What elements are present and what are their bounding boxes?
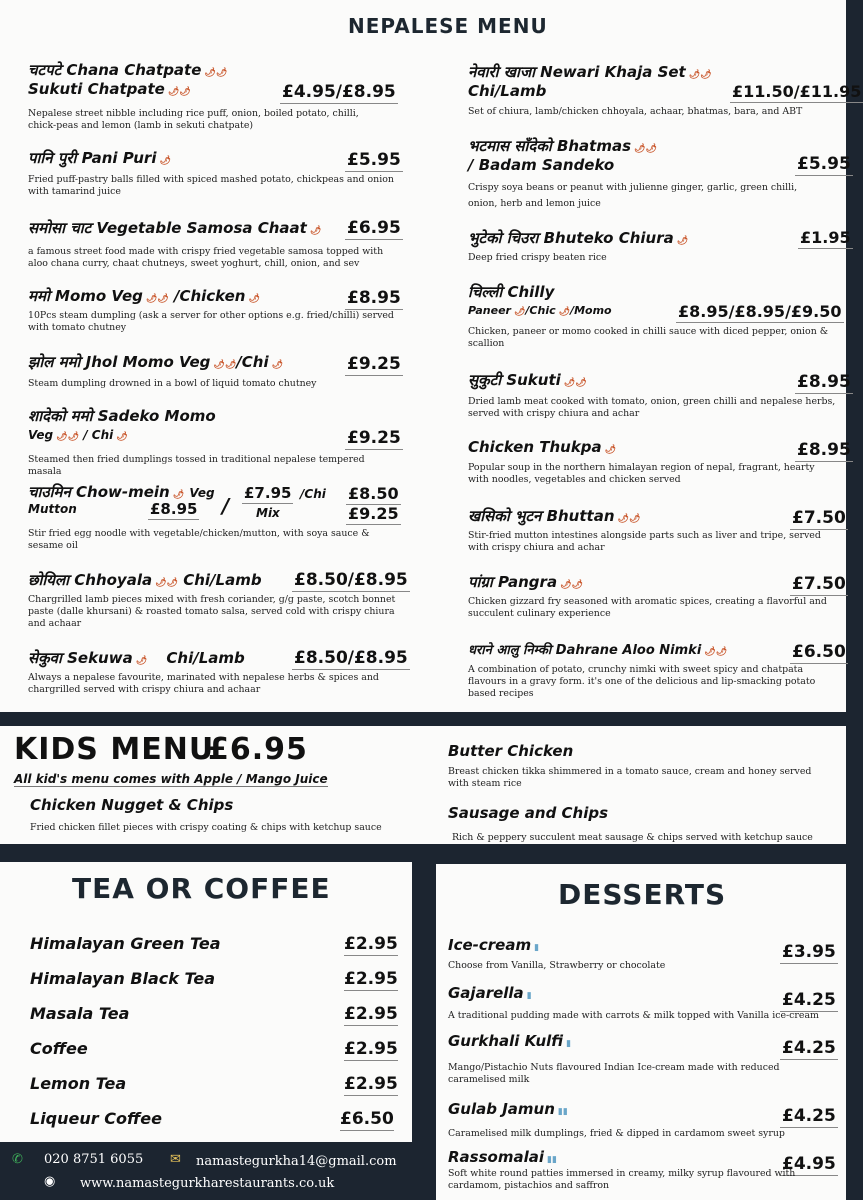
chilli-icon: 🌶: [604, 445, 617, 455]
tea-item-name: Lemon Tea: [30, 1074, 127, 1093]
kids-item-title: Chicken Nugget & Chips: [30, 796, 234, 814]
item-title: ममो Momo Veg: [28, 287, 143, 305]
kids-item-description: Breast chicken tikka shimmered in a tomato sauce, cream and honey served with steam rice: [448, 766, 812, 789]
veg-icon: 🌶: [159, 156, 171, 166]
dessert-description: A traditional pudding made with carrots & milk topped with Vanilla ice-cream: [448, 1010, 819, 1021]
dessert-description: Soft white round patties immersed in creamy, milky syrup flavoured with cardamom, pistachios and saffron: [448, 1168, 796, 1191]
item-price: £6.95: [347, 218, 401, 238]
dessert-description: Caramelised milk dumplings, fried & dipped in cardamom sweet syrup: [448, 1128, 785, 1139]
dessert-price: £4.25: [782, 1106, 836, 1126]
tea-coffee-panel: [0, 862, 412, 1142]
item-description: Steam dumpling drowned in a bowl of liquid tomato chutney: [28, 378, 317, 389]
item-price-mix: £9.25: [348, 504, 399, 523]
item-description: Stir-fried mutton intestines alongside parts such as liver and tripe, served with crispy chiura and achar: [468, 530, 821, 553]
chilli-icon: 🌶: [135, 656, 148, 666]
mail-icon: ✉: [170, 1152, 181, 1167]
tea-item-price: £6.50: [340, 1109, 394, 1129]
item-subtitle-suffix: /Chic: [525, 304, 556, 317]
tea-item-price: £2.95: [344, 1004, 398, 1024]
kids-menu-price: £6.95: [208, 732, 308, 767]
phone-icon: ✆: [12, 1152, 23, 1167]
dessert-title: Ice-cream: [448, 936, 532, 954]
item-price-mutton: £8.95: [150, 500, 198, 518]
tea-item-price: £2.95: [344, 1074, 398, 1094]
nepalese-menu-heading: NEPALESE MENU: [348, 14, 548, 38]
item-description: Stir fried egg noodle with vegetable/chicken/mutton, with soya sauce & sesame oil: [28, 528, 370, 551]
item-price: £7.50: [792, 508, 846, 528]
item-price-chi: £8.50: [348, 484, 399, 503]
dessert-description: Mango/Pistachio Nuts flavoured Indian Ice-cream made with reduced caramelised milk: [448, 1062, 780, 1085]
veg-icon: ▮▮: [557, 1107, 568, 1117]
item-title: चिल्ली Chilly: [468, 283, 555, 301]
item-subtitle-suffix: / Chi: [83, 428, 114, 442]
tea-item-name: Himalayan Green Tea: [30, 934, 221, 953]
item-subtitle: / Badam Sandeko: [468, 156, 615, 174]
item-title-suffix: /Chicken: [173, 287, 246, 305]
item-subtitle: Mutton: [28, 502, 77, 516]
item-title: झोल ममो Jhol Momo Veg: [28, 353, 211, 371]
item-price: £8.95: [797, 372, 851, 392]
item-title: सुकुटी Sukuti: [468, 371, 561, 389]
item-title: छोयिला Chhoyala: [28, 571, 153, 589]
veg-icon: 🌶: [676, 236, 689, 246]
chilli-icon: 🌶: [271, 360, 284, 370]
chilli-icon: 🌶: [248, 294, 260, 304]
item-price: £5.95: [347, 150, 401, 170]
kids-item-title: Butter Chicken: [448, 742, 574, 760]
item-title: Chicken Thukpa: [468, 438, 602, 456]
chilli-icon: 🌶🌶: [704, 647, 728, 657]
item-description: Dried lamb meat cooked with tomato, onion, green chilli and nepalese herbs, served with crispy chiura and achar: [468, 396, 836, 419]
item-subtitle: Chi/Lamb: [468, 82, 547, 100]
tea-item-name: Liqueur Coffee: [30, 1109, 162, 1128]
tea-item-name: Masala Tea: [30, 1004, 130, 1023]
tea-coffee-heading: TEA OR COFFEE: [72, 872, 331, 905]
tea-item-price: £2.95: [344, 934, 398, 954]
item-description: a famous street food made with crispy fried vegetable samosa topped with aloo chana curry, chaat chutneys, sweet yoghurt, chill, onion, and sev: [28, 246, 384, 269]
tea-item-price: £2.95: [344, 969, 398, 989]
item-title: धराने आलु निम्की Dahrane Aloo Nimki: [468, 643, 702, 658]
item-subtitle: Veg: [28, 428, 54, 442]
phone-number[interactable]: 020 8751 6055: [44, 1152, 144, 1167]
desserts-heading: DESSERTS: [558, 878, 727, 911]
item-price: £4.95/£8.95: [282, 82, 396, 102]
chilli-icon: 🌶🌶: [155, 578, 178, 588]
item-description: Chicken gizzard fry seasoned with aromatic spices, creating a flavorful and succulent culinary experience: [468, 596, 827, 619]
dessert-title: Gurkhali Kulfi: [448, 1032, 564, 1050]
dessert-title: Rassomalai: [448, 1148, 544, 1166]
item-title: पांग्रा Pangra: [468, 573, 558, 591]
dessert-description: Choose from Vanilla, Strawberry or chocolate: [448, 960, 666, 971]
item-description: 10Pcs steam dumpling (ask a server for other options e.g. fried/chilli) served with tomato chutney: [28, 310, 394, 333]
item-description: Deep fried crispy beaten rice: [468, 252, 607, 263]
item-subtitle-suffix2: /Momo: [570, 304, 612, 317]
veg-icon: 🌶🌶: [213, 360, 237, 370]
price-separator: /: [222, 494, 230, 518]
item-subtitle: Paneer: [468, 304, 511, 317]
dessert-price: £4.25: [782, 1038, 836, 1058]
item-title: समोसा चाट Vegetable Samosa Chaat: [28, 219, 307, 237]
veg-icon: 🌶: [558, 307, 571, 317]
item-title: भुटेको चिउरा Bhuteko Chiura: [468, 229, 674, 247]
veg-icon: ▮: [526, 991, 532, 1001]
item-description: Chicken, paneer or momo cooked in chilli sauce with diced pepper, onion & scallion: [468, 326, 829, 349]
item-price: £7.50: [792, 574, 846, 594]
item-title: पानि पुरी Pani Puri: [28, 149, 157, 167]
tea-item-price: £2.95: [344, 1039, 398, 1059]
globe-icon: ◉: [44, 1174, 56, 1189]
item-price: £8.50/£8.95: [294, 648, 408, 668]
veg-icon: 🌶: [513, 307, 526, 317]
dessert-price: £4.95: [782, 1154, 836, 1174]
item-price: £1.95: [800, 228, 851, 247]
item-description: Popular soup in the northern himalayan region of nepal, fragrant, hearty with noodles, vegetables and chicken served: [468, 462, 815, 485]
contact-footer: [0, 1146, 430, 1200]
item-title: चटपटे Chana Chatpate: [28, 61, 202, 79]
item-description: Crispy soya beans or peanut with julienne ginger, garlic, green chilli, onion, herb and lemon juice: [468, 182, 798, 209]
item-title: शादेको ममो Sadeko Momo: [28, 407, 216, 425]
item-price: £11.50/£11.95: [732, 82, 862, 101]
item-title-suffix: Veg: [189, 486, 215, 500]
item-title-suffix: Chi/Lamb: [183, 571, 262, 589]
kids-menu-note: All kid's menu comes with Apple / Mango Juice: [14, 772, 328, 786]
chilli-icon: 🌶🌶: [617, 514, 641, 524]
kids-item-description: Fried chicken fillet pieces with crispy coating & chips with ketchup sauce: [30, 822, 382, 833]
item-subtitle: Sukuti Chatpate: [28, 80, 165, 98]
item-title-suffix: Chi/Lamb: [166, 649, 245, 667]
item-description: A combination of potato, crunchy nimki with sweet spicy and chatpata flavours in a gravy form. it's one of the delicious and lip-smacking potato based recipes: [468, 664, 816, 699]
chilli-icon: 🌶🌶: [688, 70, 712, 80]
chilli-icon: 🌶🌶: [563, 378, 587, 388]
item-price: £8.95: [797, 440, 851, 460]
item-title: खसिको भुटन Bhuttan: [468, 507, 615, 525]
chilli-icon: 🌶: [309, 226, 322, 236]
item-price: £8.95/£8.95/£9.50: [678, 302, 842, 321]
item-price: £6.50: [792, 642, 846, 662]
dessert-title: Gajarella: [448, 984, 524, 1002]
chilli-icon: 🌶🌶: [56, 432, 80, 442]
veg-icon: ▮▮: [547, 1155, 557, 1165]
dessert-price: £4.25: [782, 990, 836, 1010]
veg-icon: 🌶: [172, 490, 185, 500]
chilli-icon: 🌶🌶: [634, 144, 657, 154]
kids-item-description: Rich & peppery succulent meat sausage & chips served with ketchup sauce: [452, 832, 813, 843]
item-title: सेकुवा Sekuwa: [28, 649, 133, 667]
tea-item-name: Coffee: [30, 1039, 88, 1058]
item-title: चाउमिन Chow-mein: [28, 483, 170, 501]
kids-item-title: Sausage and Chips: [448, 804, 609, 822]
chilli-icon: 🌶🌶: [204, 68, 228, 78]
chilli-icon: 🌶🌶: [167, 87, 191, 97]
item-description: Always a nepalese favourite, marinated with nepalese herbs & spices and chargrilled served with crispy chiura and achaar: [28, 672, 379, 695]
dessert-price: £3.95: [782, 942, 836, 962]
item-price-veg: £7.95: [244, 484, 292, 502]
mix-label: Mix: [256, 506, 280, 520]
desserts-panel: [436, 864, 846, 1200]
item-price: £8.95: [347, 288, 401, 308]
item-description: Steamed then fried dumplings tossed in traditional nepalese tempered masala: [28, 454, 365, 477]
item-title-suffix: /Chi: [236, 353, 269, 371]
item-price: £8.50/£8.95: [294, 570, 408, 590]
item-description: Chargrilled lamb pieces mixed with fresh coriander, g/g paste, scotch bonnet paste (dalle khursani) & roasted tomato salsa, served cold with crispy chiura and achaar: [28, 594, 396, 629]
kids-menu-panel: [0, 726, 846, 844]
email-address[interactable]: namastegurkha14@gmail.com: [196, 1154, 397, 1169]
chilli-icon: 🌶🌶: [560, 580, 583, 590]
kids-menu-heading: KIDS MENU: [14, 732, 215, 767]
tea-item-name: Himalayan Black Tea: [30, 969, 215, 988]
chi-label: /Chi: [300, 487, 326, 501]
veg-icon: 🌶🌶: [145, 294, 169, 304]
website-link[interactable]: www.namastegurkharestaurants.co.uk: [80, 1176, 335, 1191]
item-description: Nepalese street nibble including rice puff, onion, boiled potato, chilli, chick-peas and lemon (lamb in sekuti chatpate): [28, 108, 359, 131]
item-description: Set of chiura, lamb/chicken chhoyala, achaar, bhatmas, bara, and ABT: [468, 106, 803, 117]
item-price: £9.25: [347, 428, 401, 448]
item-description: Fried puff-pastry balls filled with spiced mashed potato, chickpeas and onion with tamarind juice: [28, 174, 394, 197]
veg-icon: ▮: [566, 1039, 572, 1049]
item-price: £9.25: [347, 354, 401, 374]
veg-icon: ▮: [534, 943, 540, 953]
item-title: नेवारी खाजा Newari Khaja Set: [468, 63, 686, 81]
dessert-title: Gulab Jamun: [448, 1100, 555, 1118]
chilli-icon: 🌶: [116, 432, 128, 442]
item-price: £5.95: [797, 154, 851, 174]
item-title: भटमास साँदेको Bhatmas: [468, 137, 632, 155]
